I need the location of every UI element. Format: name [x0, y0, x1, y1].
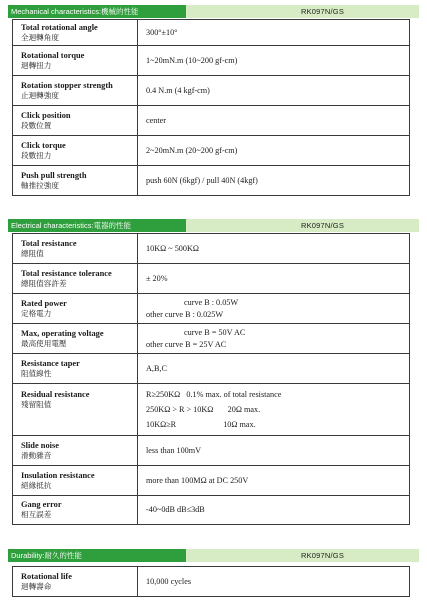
row-value: 10KΩ ~ 500KΩ	[146, 243, 199, 253]
row-label-zh: 定格電力	[21, 308, 52, 318]
row-label-zh: 殘留阻值	[21, 400, 52, 409]
row-label-en: Push pull strength	[21, 170, 87, 180]
durability-title: Durability:耐久的性能	[8, 549, 186, 562]
row-value-line: curve B : 0.05W	[184, 297, 239, 307]
row-label-en: Click position	[21, 110, 71, 120]
row-label-zh: 最高使用電壓	[21, 338, 67, 348]
row-value-line: R≥250KΩ 0.1% max. of total resistance	[146, 390, 282, 399]
row-label-en: Gang error	[21, 500, 62, 509]
row-label-zh: 段數位置	[21, 120, 52, 130]
row-value-line: curve B = 50V AC	[184, 327, 246, 337]
table-row	[13, 76, 410, 106]
electrical-model: RK097N/GS	[300, 221, 345, 230]
table-row	[13, 354, 410, 384]
row-value: -40~0dB dB≤3dB	[146, 505, 205, 514]
row-label-zh: 段數扭力	[21, 150, 52, 160]
table-row	[13, 136, 410, 166]
row-label-en: Total resistance tolerance	[21, 268, 112, 278]
row-value: less than 100mV	[146, 445, 202, 455]
row-value-line: 10KΩ≥R 10Ω max.	[146, 420, 256, 429]
table-row	[13, 466, 410, 496]
row-label-zh: 軸推拉強度	[21, 180, 59, 190]
durability-model: RK097N/GS	[300, 551, 345, 560]
row-label-en: Rated power	[21, 298, 67, 308]
table-row	[13, 264, 410, 294]
electrical-section	[8, 219, 419, 232]
row-label-zh: 阻值線性	[21, 368, 52, 378]
mechanical-model: RK097N/GS	[300, 7, 345, 16]
electrical-table	[12, 233, 410, 525]
row-label-en: Total resistance	[21, 238, 77, 248]
table-row	[13, 384, 410, 436]
mechanical-header	[8, 5, 419, 18]
row-value: center	[146, 116, 166, 125]
durability-header	[8, 549, 419, 562]
table-row	[13, 20, 410, 46]
row-value: ± 20%	[146, 273, 168, 283]
mechanical-title: Mechanical characteristics:機械的性能	[8, 5, 186, 18]
table-row	[13, 324, 410, 354]
row-label-zh: 全迴轉角度	[21, 32, 59, 42]
row-value-line: other curve B = 25V AC	[146, 339, 227, 349]
row-value: 0.4 N.m (4 kgf-cm)	[146, 86, 210, 95]
row-label-en: Rotational torque	[21, 50, 85, 60]
row-label-en: Slide noise	[21, 440, 59, 450]
row-label-en: Resistance taper	[21, 358, 80, 368]
durability-table	[12, 566, 410, 597]
row-value: 300°±10°	[146, 28, 178, 37]
durability-section	[8, 549, 419, 562]
row-value: more than 100MΩ at DC 250V	[146, 475, 249, 485]
table-row	[13, 496, 410, 525]
row-label-zh: 總阻值容許差	[21, 278, 67, 288]
mechanical-table	[12, 19, 410, 196]
row-label-en: Insulation resistance	[21, 470, 95, 480]
row-label-zh: 相互誤差	[21, 510, 52, 519]
row-value: 10,000 cycles	[146, 577, 192, 586]
row-label-zh: 迴轉扭力	[21, 60, 52, 70]
electrical-header	[8, 219, 419, 232]
row-label-en: Click torque	[21, 140, 66, 150]
row-value: A,B,C	[146, 363, 167, 373]
row-value: 1~20mN.m (10~200 gf-cm)	[146, 56, 238, 65]
table-row	[13, 46, 410, 76]
row-label-zh: 滑動雜音	[21, 450, 52, 460]
row-label-en: Residual resistance	[21, 390, 90, 399]
row-value: 2~20mN.m (20~200 gf-cm)	[146, 146, 238, 155]
table-row	[13, 294, 410, 324]
row-value: push 60N (6kgf) / pull 40N (4kgf)	[146, 176, 258, 185]
row-label-en: Total rotational angle	[21, 22, 98, 32]
row-value-line: other curve B : 0.025W	[146, 309, 224, 319]
table-row	[13, 166, 410, 196]
row-label-zh: 絕緣抵抗	[21, 480, 52, 490]
table-row	[13, 436, 410, 466]
row-label-zh: 迴轉壽命	[21, 581, 52, 591]
row-value-line: 250KΩ > R > 10KΩ 20Ω max.	[146, 405, 261, 414]
row-label-zh: 止迴轉強度	[21, 90, 59, 100]
table-row	[13, 106, 410, 136]
row-label-en: Rotation stopper strength	[21, 80, 113, 90]
row-label-zh: 總阻值	[21, 248, 44, 258]
table-row	[13, 234, 410, 264]
electrical-title: Electrical characteristics:電器的性能	[8, 219, 186, 232]
row-label-en: Max, operating voltage	[21, 328, 104, 338]
mechanical-section	[8, 5, 419, 18]
table-row	[13, 567, 410, 597]
row-label-en: Rotational life	[21, 571, 72, 581]
